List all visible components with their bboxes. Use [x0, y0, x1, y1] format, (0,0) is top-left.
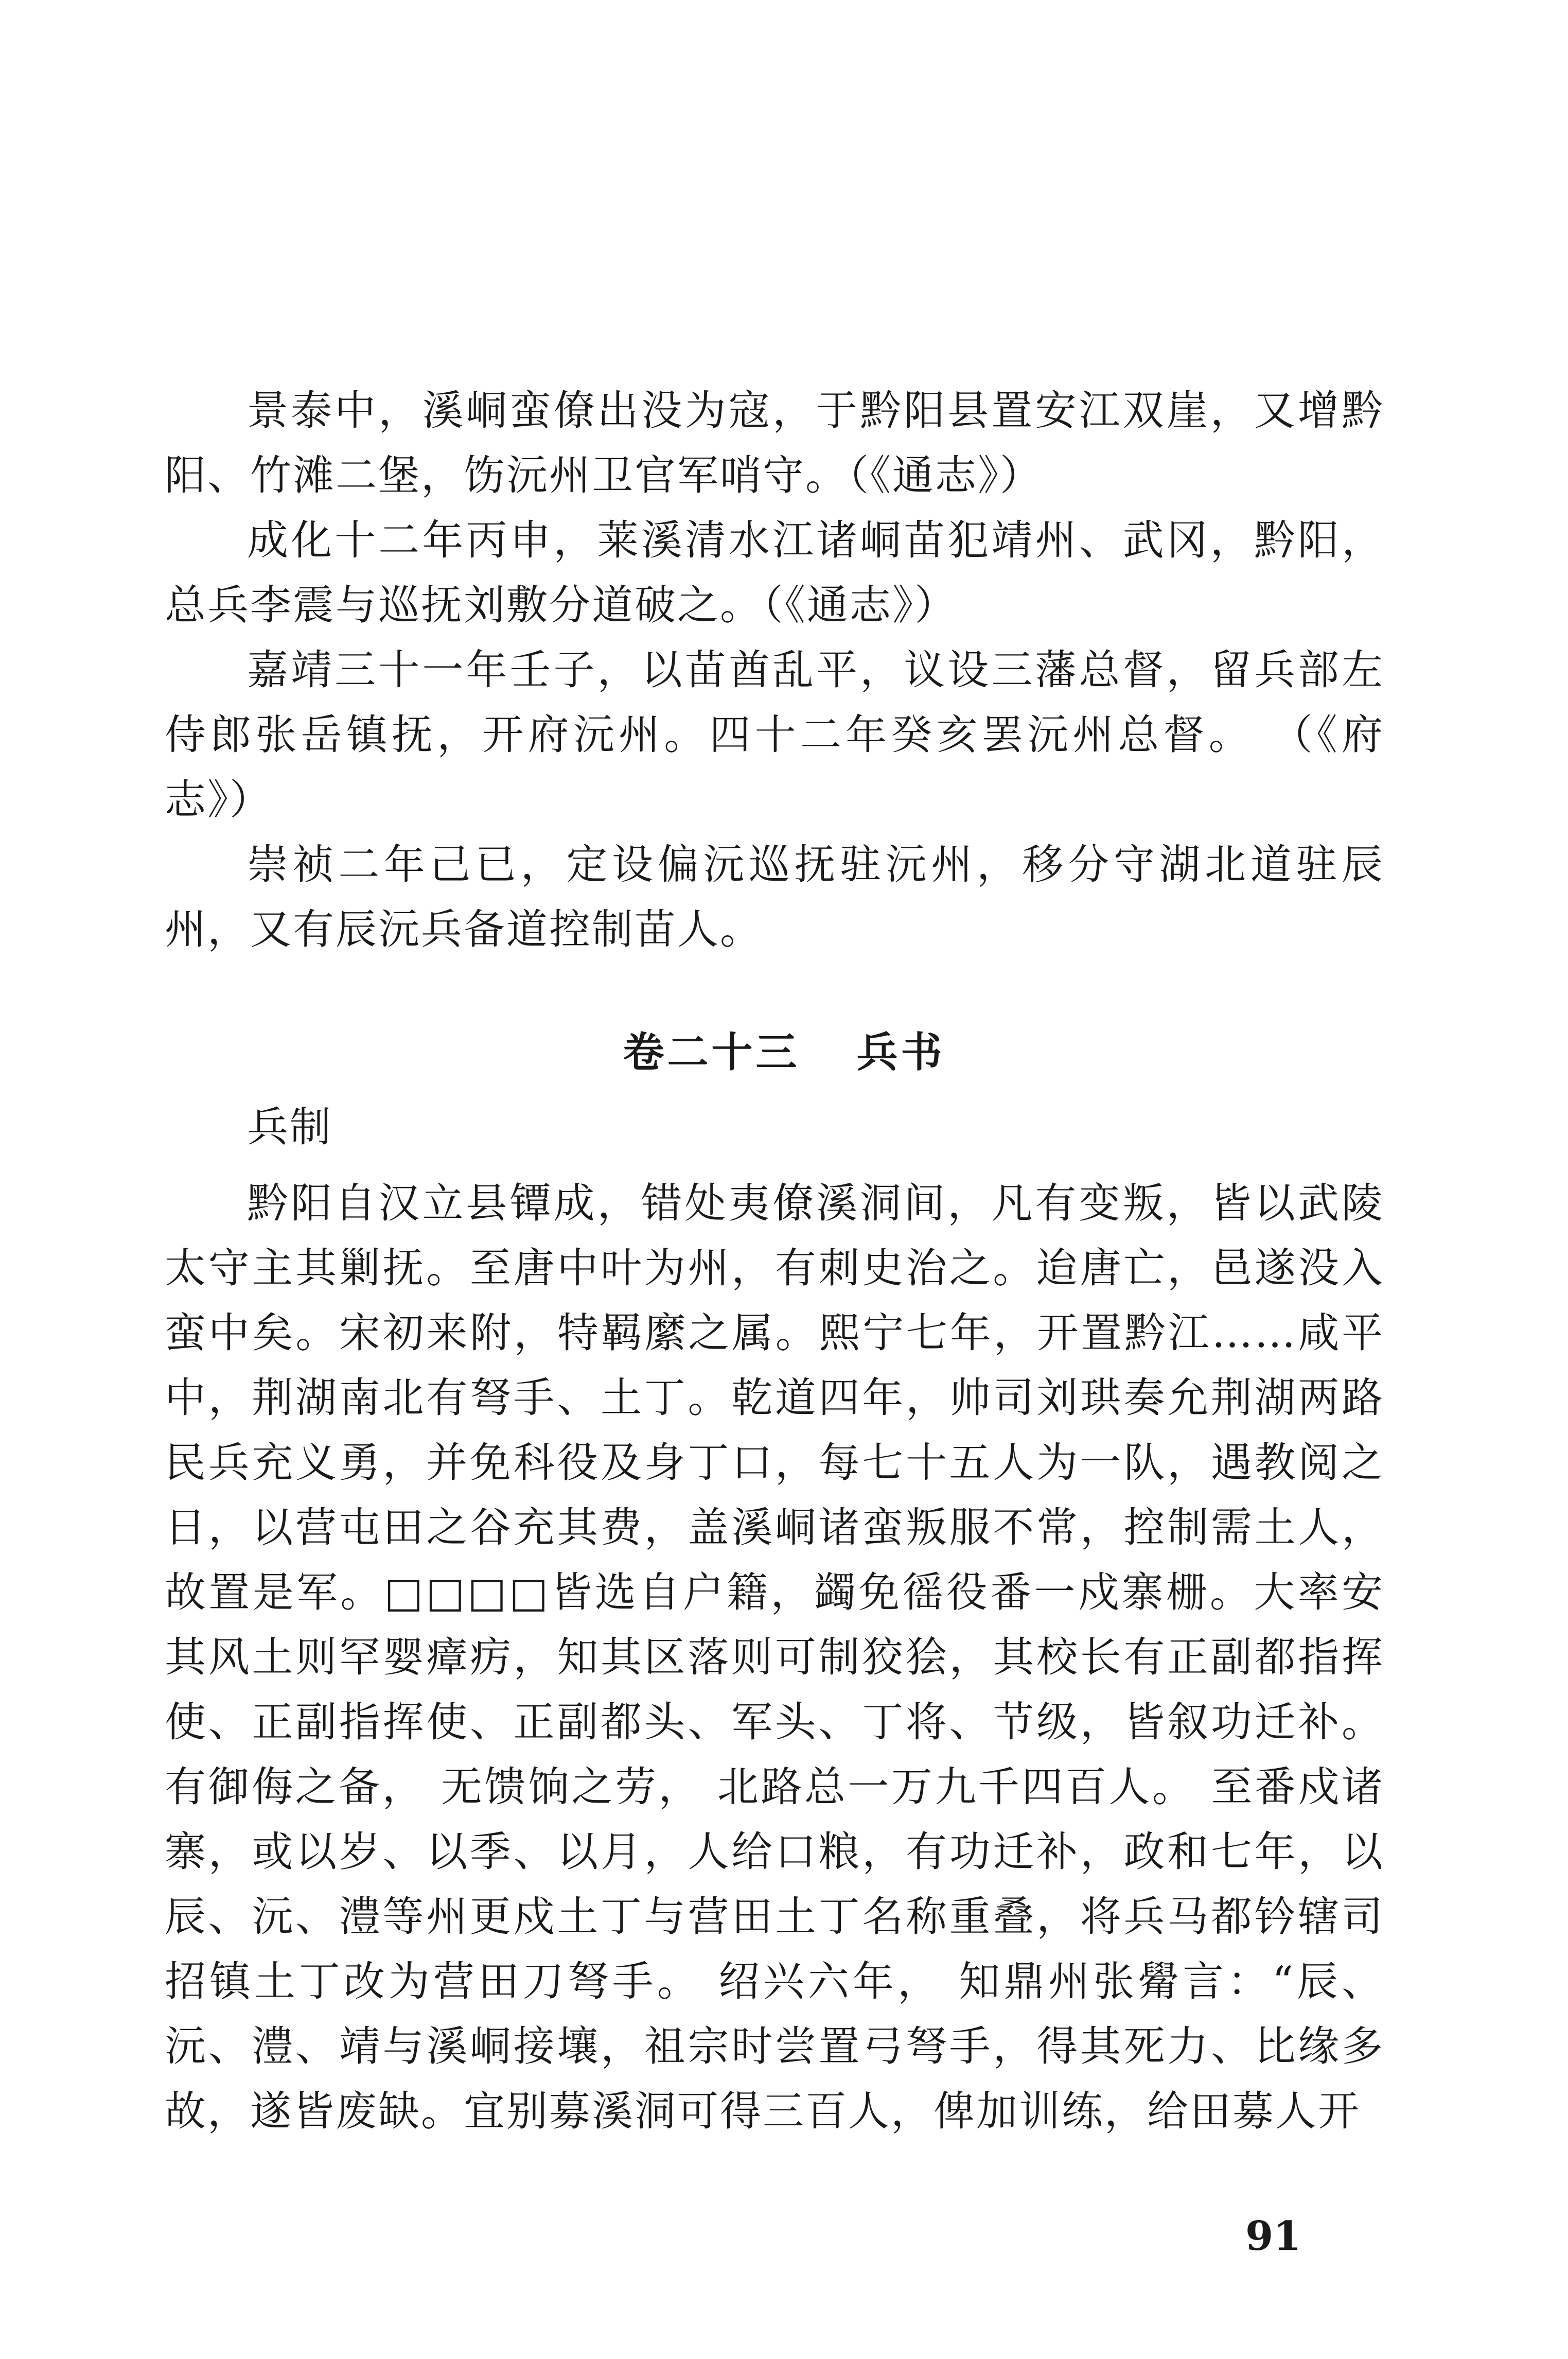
- section-volume: 卷二十三: [623, 1028, 800, 1076]
- paragraph-jingtai: 景泰中，溪峒蛮僚出没为寇，于黔阳县置安江双崖，又增黔阳、竹滩二堡，饬沅州卫官军哨守。（《通志》）: [165, 387, 1384, 499]
- subheading-bingzhi: 兵制: [247, 1103, 332, 1151]
- paragraph-chongzhen: 崇祯二年己已，定设偏沅巡抚驻沅州，移分守湖北道驻辰州，又有辰沅兵备道控制苗人。: [165, 841, 1384, 953]
- paragraph-jiajing: 嘉靖三十一年壬子，以苗酋乱平，议设三藩总督，留兵部左侍郎张岳镇抚，开府沅州。四十二年癸亥罢沅州总督。 （《府志》）: [165, 646, 1384, 824]
- paragraph-chenghua: 成化十二年丙申，莱溪清水江诸峒苗犯靖州、武冈，黔阳，总兵李震与巡抚刘敷分道破之。（《通志》）: [165, 516, 1384, 629]
- top-text-block: [165, 378, 1384, 962]
- page-number: 91: [1245, 2213, 1301, 2260]
- paragraph-qianyang: 黔阳自汉立县镡成，错处夷僚溪洞间，凡有变叛，皆以武陵太守主其剿抚。至唐中叶为州，有刺史治之。迨唐亡，邑遂没入蛮中矣。宋初来附，特羁縻之属。熙宁七年，开置黔江……咸平中，荆湖南北有弩手、土丁。乾道四年，帅司刘珙奏允荆湖两路民兵充义勇，并免科役及身丁口，每七十五人为一队，遇教阅之日，以营屯田之谷充其费，盖溪峒诸蛮叛服不常，控制需土人，故置是军。□□□□皆选自户籍，蠲免徭役番一戍寨栅。大率安其风土则罕婴瘴疠，知其区落则可制狡狯，其校长有正副都指挥使、正副指挥使、正副都头、军头、丁将、节级，皆叙功迁补。有御侮之备， 无馈饷之劳， 北路总一万九千四百人。 至番戍诸寨，或以岁、以季、以月，人给口粮，有功迁补，政和七年，以辰、沅、澧等州更戍土丁与营田土丁名称重叠，将兵马都钤辖司招镇土丁改为营田刀弩手。 绍兴六年， 知鼎州张觷言：“辰、沅、澧、靖与溪峒接壤，祖宗时尝置弓弩手，得其死力、比缘多故，遂皆废缺。宜别募溪洞可得三百人，俾加训练，给田募人开: [165, 1179, 1384, 2135]
- section-title: 兵书: [856, 1028, 945, 1076]
- section-heading: [0, 1024, 1568, 1081]
- bottom-text-block: [165, 1171, 1384, 2144]
